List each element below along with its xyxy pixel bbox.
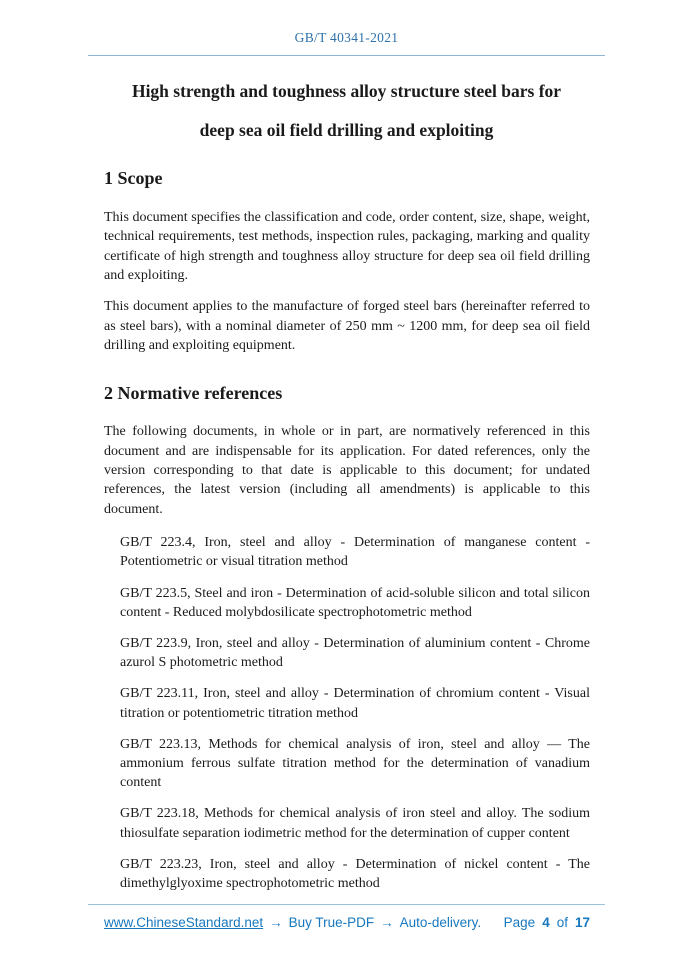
- scope-paragraph-1: This document specifies the classification and code, order content, size, shape, weight, technical requirements, test methods, inspection rules, packaging, marking and quality certificate of high strength and toughness alloy structure for deep sea oil field drilling and exploiting.: [104, 209, 590, 283]
- reference-item: GB/T 223.9, Iron, steel and alloy - Determination of aluminium content - Chrome azurol S photometric method: [120, 636, 590, 671]
- scope-paragraph-2: This document applies to the manufacture of forged steel bars (hereinafter referred to as steel bars), with a nominal diameter of 250 mm ~ 1200 mm, for deep sea oil field drilling and exploiting equipment.: [104, 299, 590, 354]
- footer-left: [104, 915, 481, 930]
- page-label: Page: [503, 915, 536, 930]
- of-label: of: [556, 915, 568, 930]
- reference-item: GB/T 223.23, Iron, steel and alloy - Determination of nickel content - The dimethylglyoxime spectrophotometric method: [120, 856, 590, 892]
- page-indicator: [504, 915, 590, 930]
- reference-item: GB/T 223.5, Steel and iron - Determination of acid-soluble silicon and total silicon content - Reduced molybdosilicate spectrophotometric method: [120, 585, 590, 620]
- chinesestandard-link[interactable]: www.ChineseStandard.net: [104, 915, 264, 930]
- page-footer: [88, 904, 605, 930]
- current-page-number: 4: [542, 915, 550, 930]
- arrow-right-icon: →: [269, 915, 283, 930]
- reference-item: GB/T 223.18, Methods for chemical analysis of iron steel and alloy. The sodium thiosulfate separation iodimetric method for the determination of cupper content: [120, 806, 590, 841]
- arrow-right-icon: →: [380, 915, 394, 930]
- reference-item: GB/T 223.13, Methods for chemical analysis of iron, steel and alloy — The ammonium ferrous sulfate titration method for the determination of vanadium content: [120, 736, 590, 791]
- reference-list: [104, 533, 590, 893]
- standard-code-header: GB/T 40341-2021: [294, 30, 399, 45]
- auto-delivery-label: Auto-delivery.: [399, 915, 482, 930]
- section-heading-normative-references: 2 Normative references: [104, 382, 283, 403]
- header-rule: [88, 55, 605, 56]
- buy-true-pdf-label: Buy True-PDF: [288, 915, 375, 930]
- document-body: [104, 168, 590, 893]
- reference-item: GB/T 223.4, Iron, steel and alloy - Determination of manganese content - Potentiometric or visual titration method: [120, 535, 590, 570]
- normative-references-intro: The following documents, in whole or in part, are normatively referenced in this document and are indispensable for its application. For dated references, only the version corresponding to that date is applicable to this document; for undated references, the latest version (including all amendments) is applicable to this document.: [104, 424, 590, 517]
- document-title-line1: High strength and toughness alloy structure steel bars for: [131, 81, 562, 101]
- total-page-number: 17: [574, 915, 590, 930]
- section-heading-scope: 1 Scope: [104, 168, 163, 188]
- document-title: [104, 81, 589, 141]
- reference-item: GB/T 223.11, Iron, steel and alloy - Determination of chromium content - Visual titration or potentiometric titration method: [120, 686, 590, 721]
- document-title-line2: deep sea oil field drilling and exploiting: [199, 120, 494, 140]
